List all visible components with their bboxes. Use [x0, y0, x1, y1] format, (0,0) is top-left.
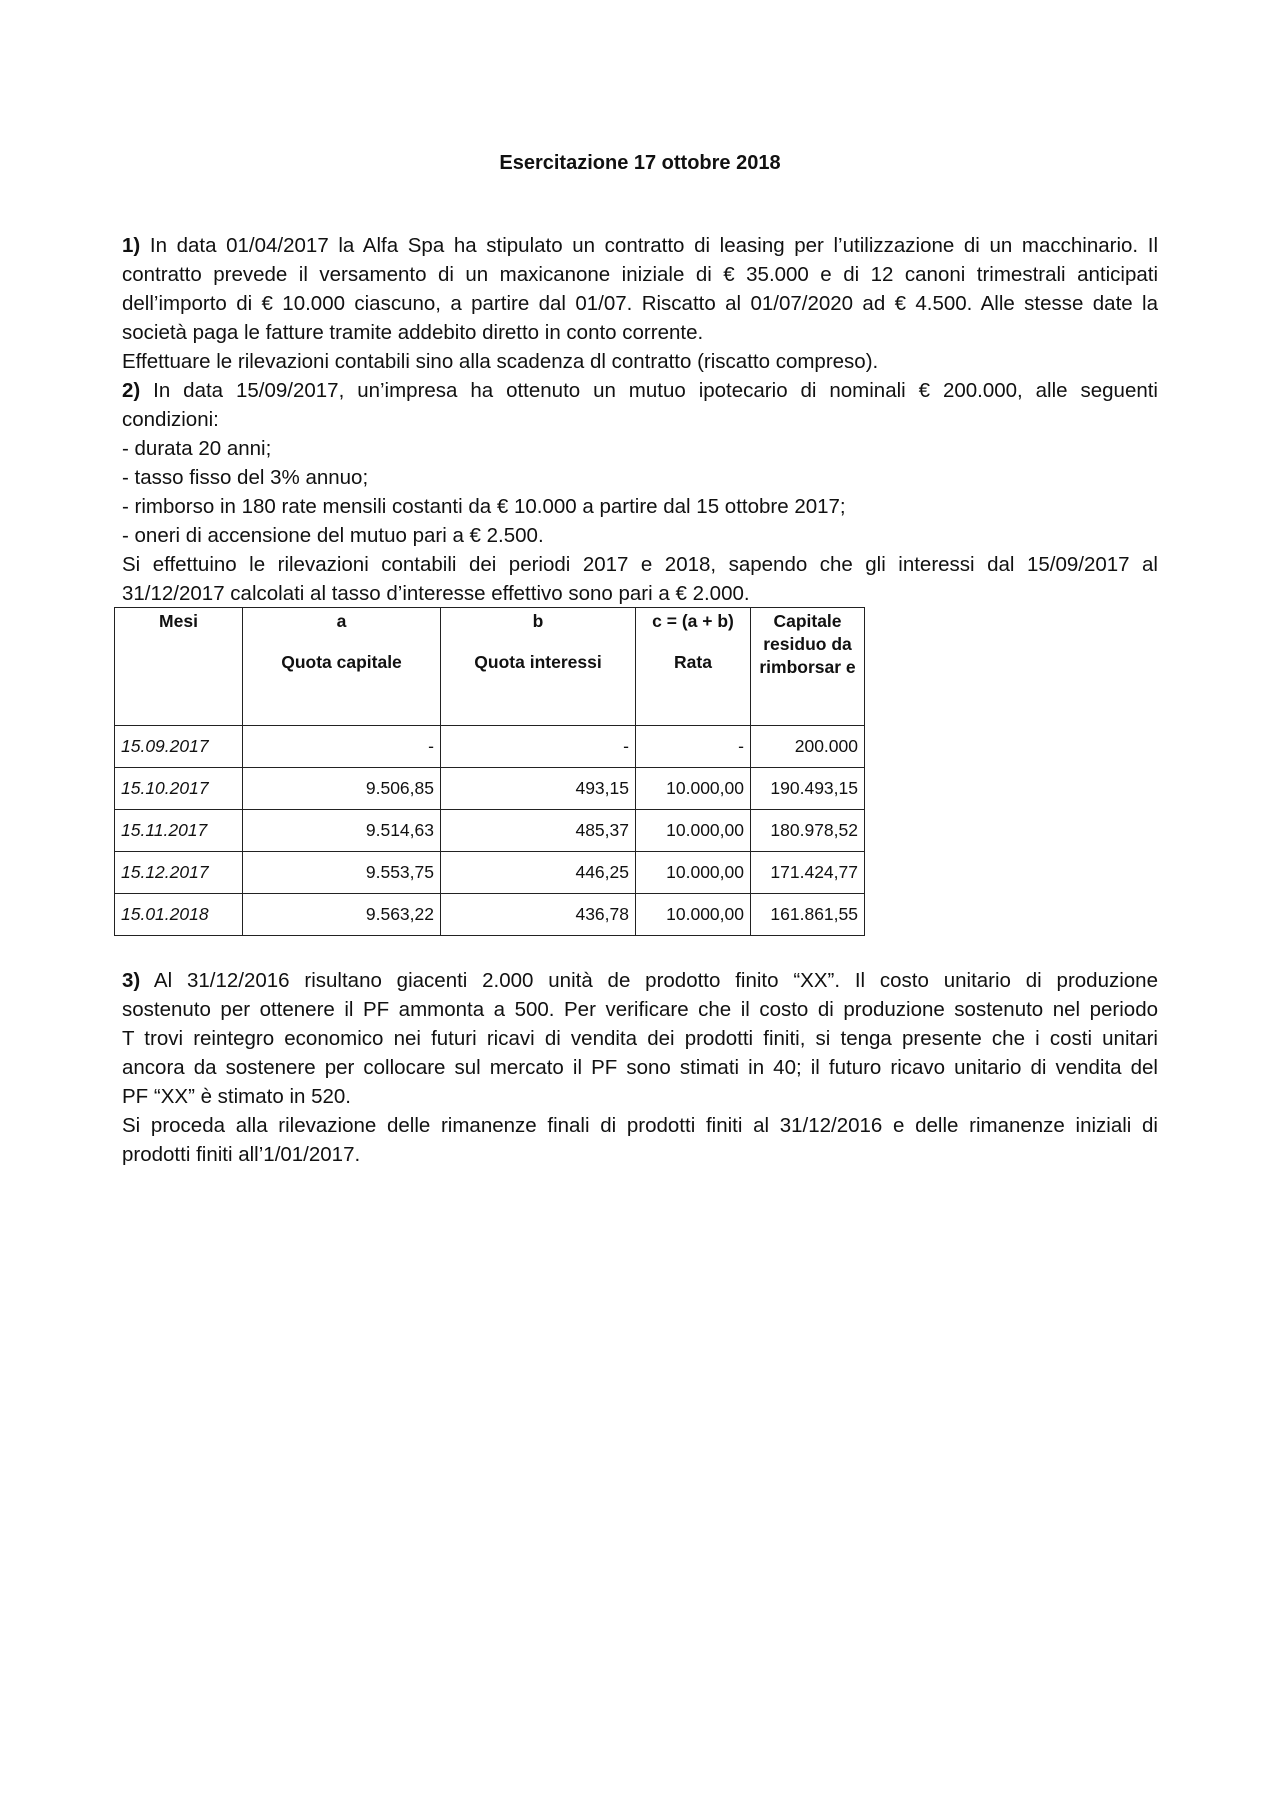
- exercise-line: prodotti finiti all’1/01/2017.: [122, 1143, 361, 1166]
- table-row: [115, 852, 865, 894]
- exercise-line: 3) Al 31/12/2016 risultano giacenti 2.000 unità de prodotto finito “XX”. Il costo unitario di produzione: [122, 969, 1158, 992]
- exercise-line: dell’importo di € 10.000 ciascuno, a partire dal 01/07. Riscatto al 01/07/2020 ad € 4.500. Alle stesse date la: [122, 292, 1158, 315]
- cell-date: 15.09.2017: [115, 726, 243, 768]
- exercise-line: Si effettuino le rilevazioni contabili dei periodi 2017 e 2018, sapendo che gli interessi dal 15/09/2017 al: [122, 553, 1158, 576]
- table-row: [115, 726, 865, 768]
- header-quota-interessi: b Quota interessi: [441, 608, 636, 726]
- cell-date: 15.12.2017: [115, 852, 243, 894]
- exercise-line: PF “XX” è stimato in 520.: [122, 1085, 352, 1108]
- cell-rata: 10.000,00: [636, 768, 751, 810]
- cell-capitale-residuo: 180.978,52: [751, 810, 865, 852]
- cell-quota-capitale: 9.514,63: [243, 810, 441, 852]
- exercise-line: - rimborso in 180 rate mensili costanti da € 10.000 a partire dal 15 ottobre 2017;: [122, 495, 846, 518]
- cell-rata: 10.000,00: [636, 852, 751, 894]
- exercise-line: - oneri di accensione del mutuo pari a € 2.500.: [122, 524, 544, 547]
- cell-capitale-residuo: 171.424,77: [751, 852, 865, 894]
- header-mesi: Mesi: [115, 608, 243, 726]
- exercise-2: [122, 376, 1158, 608]
- table-header-row: [115, 608, 865, 726]
- cell-capitale-residuo: 200.000: [751, 726, 865, 768]
- exercise-1: [122, 231, 1158, 376]
- cell-quota-interessi: 446,25: [441, 852, 636, 894]
- table-row: [115, 768, 865, 810]
- cell-quota-interessi: 493,15: [441, 768, 636, 810]
- cell-quota-capitale: 9.553,75: [243, 852, 441, 894]
- cell-date: 15.01.2018: [115, 894, 243, 936]
- exercise-number: 3): [122, 969, 141, 992]
- header-quota-capitale: a Quota capitale: [243, 608, 441, 726]
- header-rata: c = (a + b) Rata: [636, 608, 751, 726]
- exercise-line: società paga le fatture tramite addebito diretto in conto corrente.: [122, 321, 704, 344]
- exercise-number: 2): [122, 379, 141, 402]
- cell-capitale-residuo: 190.493,15: [751, 768, 865, 810]
- exercise-line: 2) In data 15/09/2017, un’impresa ha ottenuto un mutuo ipotecario di nominali € 200.000, alle seguenti: [122, 379, 1158, 402]
- exercise-line: Effettuare le rilevazioni contabili sino alla scadenza dl contratto (riscatto compreso).: [122, 350, 879, 373]
- cell-rata: 10.000,00: [636, 894, 751, 936]
- exercise-line: T trovi reintegro economico nei futuri ricavi di vendita dei prodotti finiti, si tenga presente che i costi unitari: [122, 1027, 1158, 1050]
- exercise-line: - durata 20 anni;: [122, 437, 272, 460]
- cell-quota-capitale: 9.563,22: [243, 894, 441, 936]
- cell-quota-capitale: -: [243, 726, 441, 768]
- cell-date: 15.11.2017: [115, 810, 243, 852]
- exercise-line: ancora da sostenere per collocare sul mercato il PF sono stimati in 40; il futuro ricavo unitario di vendita del: [122, 1056, 1158, 1079]
- page-title: Esercitazione 17 ottobre 2018: [499, 152, 781, 174]
- amortization-table: [114, 607, 865, 936]
- cell-rata: -: [636, 726, 751, 768]
- cell-quota-interessi: -: [441, 726, 636, 768]
- header-capitale-residuo: Capitale residuo da rimborsar e: [751, 608, 865, 726]
- cell-quota-interessi: 485,37: [441, 810, 636, 852]
- exercise-line: sostenuto per ottenere il PF ammonta a 500. Per verificare che il costo di produzione sostenuto nel periodo: [122, 998, 1158, 1021]
- exercise-line: - tasso fisso del 3% annuo;: [122, 466, 369, 489]
- exercise-line: condizioni:: [122, 408, 219, 431]
- table-row: [115, 810, 865, 852]
- table-row: [115, 894, 865, 936]
- exercise-line: Si proceda alla rilevazione delle rimanenze finali di prodotti finiti al 31/12/2016 e delle rimanenze iniziali di: [122, 1114, 1158, 1137]
- cell-quota-capitale: 9.506,85: [243, 768, 441, 810]
- cell-date: 15.10.2017: [115, 768, 243, 810]
- exercise-line: 1) In data 01/04/2017 la Alfa Spa ha stipulato un contratto di leasing per l’utilizzazione di un macchinario. Il: [122, 234, 1158, 257]
- exercise-line: 31/12/2017 calcolati al tasso d’interesse effettivo sono pari a € 2.000.: [122, 582, 750, 605]
- exercise-3: [122, 966, 1158, 1169]
- cell-capitale-residuo: 161.861,55: [751, 894, 865, 936]
- cell-quota-interessi: 436,78: [441, 894, 636, 936]
- cell-rata: 10.000,00: [636, 810, 751, 852]
- exercise-number: 1): [122, 234, 141, 257]
- exercise-line: contratto prevede il versamento di un maxicanone iniziale di € 35.000 e di 12 canoni trimestrali anticipati: [122, 263, 1158, 286]
